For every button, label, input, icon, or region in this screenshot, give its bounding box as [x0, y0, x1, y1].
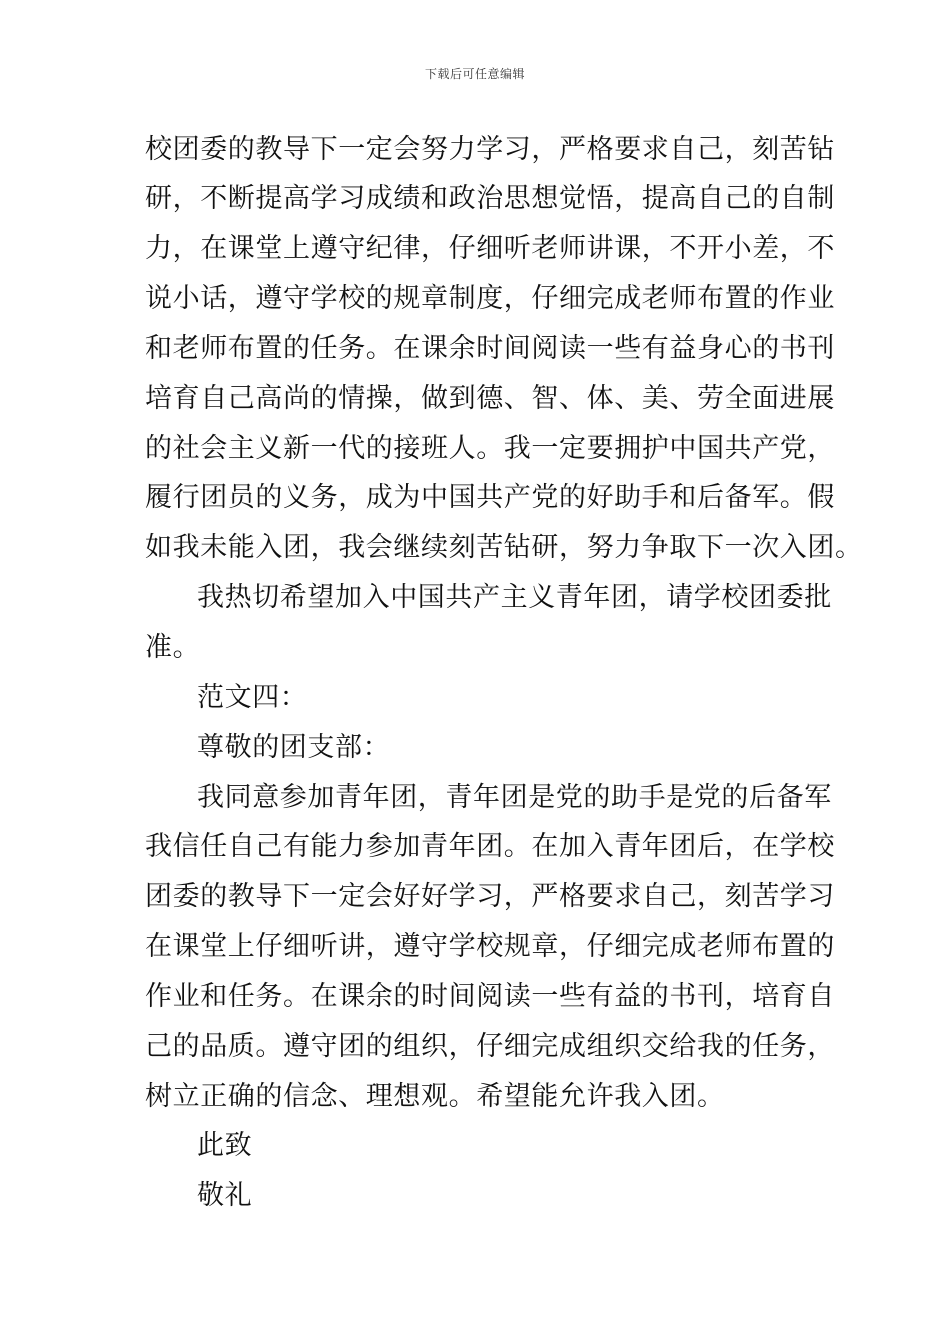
closing-salute: 敬礼	[197, 1180, 253, 1211]
closing-line: 此致	[197, 1130, 253, 1161]
text-line: 说小话，遵守学校的规章制度，仔细完成老师布置的作业	[145, 283, 835, 314]
text-line: 己的品质。遵守团的组织，仔细完成组织交给我的任务，	[145, 1031, 835, 1062]
text-line: 作业和任务。在课余的时间阅读一些有益的书刊，培育自	[145, 981, 835, 1012]
paragraph-first-line: 我同意参加青年团，青年团是党的助手是党的后备军	[197, 782, 832, 813]
text-line: 履行团员的义务，成为中国共产党的好助手和后备军。假	[145, 482, 835, 513]
page-header: 下载后可任意编辑	[424, 67, 525, 81]
text-line: 的社会主义新一代的接班人。我一定要拥护中国共产党，	[145, 433, 835, 464]
text-line: 在课堂上仔细听讲，遵守学校规章，仔细完成老师布置的	[145, 931, 835, 962]
text-line: 如我未能入团，我会继续刻苦钻研，努力争取下一次入团。	[145, 532, 863, 563]
text-line: 力，在课堂上遵守纪律，仔细听老师讲课，不开小差，不	[145, 233, 835, 264]
text-line: 我信任自己有能力参加青年团。在加入青年团后，在学校	[145, 831, 835, 862]
salutation: 尊敬的团支部：	[197, 732, 391, 763]
text-line: 培育自己高尚的情操，做到德、智、体、美、劳全面进展	[145, 383, 835, 414]
text-line: 准。	[145, 632, 201, 663]
text-line: 树立正确的信念、理想观。希望能允许我入团。	[145, 1081, 725, 1112]
text-line: 和老师布置的任务。在课余时间阅读一些有益身心的书刊	[145, 333, 835, 364]
section-heading: 范文四：	[197, 682, 308, 713]
paragraph-first-line: 我热切希望加入中国共产主义青年团，请学校团委批	[197, 582, 832, 613]
text-line: 研，不断提高学习成绩和政治思想觉悟，提高自己的自制	[145, 183, 835, 214]
text-line: 团委的教导下一定会好好学习，严格要求自己，刻苦学习	[145, 881, 835, 912]
text-line: 校团委的教导下一定会努力学习，严格要求自己，刻苦钻	[145, 134, 835, 165]
